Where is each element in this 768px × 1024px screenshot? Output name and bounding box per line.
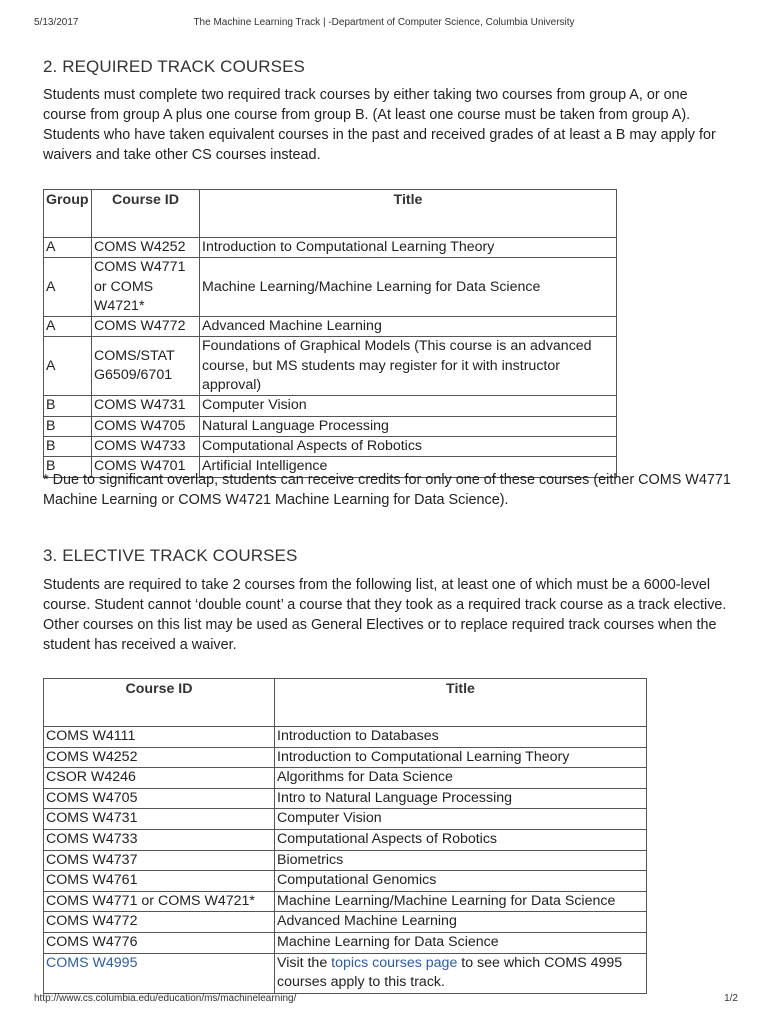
cell-course-id: COMS W4771 or COMS W4721* <box>44 891 275 912</box>
table-row <box>44 953 647 993</box>
table-row <box>44 416 617 436</box>
table-row <box>44 436 617 456</box>
print-page-title: The Machine Learning Track | -Department of Computer Science, Columbia University <box>193 17 575 28</box>
topics-courses-page-link[interactable]: topics courses page <box>331 954 458 971</box>
cell-group: B <box>44 436 92 456</box>
table-row <box>44 258 617 317</box>
cell-course-id: CSOR W4246 <box>44 768 275 789</box>
cell-course-id: COMS W4761 <box>44 871 275 892</box>
column-header-course-id: Course ID <box>92 190 200 238</box>
cell-title: Computational Aspects of Robotics <box>275 829 647 850</box>
cell-course-id: COMS W4733 <box>92 436 200 456</box>
print-footer-url: http://www.cs.columbia.edu/education/ms/machinelearning/ <box>34 993 297 1004</box>
column-header-title: Title <box>200 190 617 238</box>
cell-title <box>275 953 647 993</box>
cell-title: Advanced Machine Learning <box>200 317 617 337</box>
cell-group: B <box>44 457 92 477</box>
cell-title: Introduction to Computational Learning Theory <box>200 238 617 258</box>
table-row <box>44 396 617 416</box>
cell-title: Computer Vision <box>200 396 617 416</box>
cell-title: Computational Genomics <box>275 871 647 892</box>
cell-title: Machine Learning/Machine Learning for Data Science <box>200 258 617 317</box>
elective-heading: 3. ELECTIVE TRACK COURSES <box>43 546 298 565</box>
table-row <box>44 727 647 748</box>
cell-course-id: COMS W4252 <box>92 238 200 258</box>
table-row <box>44 891 647 912</box>
cell-title: Artificial Intelligence <box>200 457 617 477</box>
elective-intro: Students are required to take 2 courses from the following list, at least one of which must be a 6000-level course. Student cannot ‘double count’ a course that they took as a required track course as a track elective. Other courses on this list may be used as General Electives or to replace required track courses when the student has received a waiver. <box>43 577 727 653</box>
cell-title: Introduction to Databases <box>275 727 647 748</box>
cell-title: Foundations of Graphical Models (This course is an advanced course, but MS students may register for it with instructor approval) <box>200 337 617 396</box>
table-row <box>44 788 647 809</box>
table-row <box>44 871 647 892</box>
cell-course-id: COMS W4731 <box>92 396 200 416</box>
cell-course-id: COMS W4772 <box>92 317 200 337</box>
cell-title: Machine Learning for Data Science <box>275 932 647 953</box>
table-row <box>44 238 617 258</box>
table-row <box>44 809 647 830</box>
cell-course-id: COMS W4731 <box>44 809 275 830</box>
cell-course-id: COMS W4111 <box>44 727 275 748</box>
required-courses-table <box>43 189 617 478</box>
cell-title: Biometrics <box>275 850 647 871</box>
column-header-group: Group <box>44 190 92 238</box>
cell-title: Introduction to Computational Learning Theory <box>275 747 647 768</box>
required-intro: Students must complete two required track courses by either taking two courses from group A, or one course from group A plus one course from group B. (At least one course must be taken from group A). Students who have taken equivalent courses in the past and received grades of at least a B may apply for waivers and take other CS courses instead. <box>43 87 716 163</box>
table-row <box>44 768 647 789</box>
column-header-title: Title <box>275 679 647 727</box>
cell-title: Computational Aspects of Robotics <box>200 436 617 456</box>
cell-group: B <box>44 416 92 436</box>
cell-title: Computer Vision <box>275 809 647 830</box>
print-date: 5/13/2017 <box>34 17 79 28</box>
table-row <box>44 747 647 768</box>
cell-course-id: COMS W4737 <box>44 850 275 871</box>
table-header-row <box>44 679 647 727</box>
elective-courses-table <box>43 678 647 994</box>
print-page-number: 1/2 <box>724 993 738 1004</box>
cell-group: A <box>44 317 92 337</box>
table-row <box>44 912 647 933</box>
cell-course-id: COMS/STAT G6509/6701 <box>92 337 200 396</box>
topics-text-pre: Visit the <box>277 954 332 971</box>
column-header-course-id: Course ID <box>44 679 275 727</box>
table-row <box>44 829 647 850</box>
coms-w4995-link[interactable]: COMS W4995 <box>46 954 138 971</box>
cell-course-id: COMS W4771 or COMS W4721* <box>92 258 200 317</box>
cell-group: A <box>44 337 92 396</box>
cell-course-id: COMS W4701 <box>92 457 200 477</box>
cell-course-id: COMS W4705 <box>92 416 200 436</box>
required-heading: 2. REQUIRED TRACK COURSES <box>43 57 305 76</box>
cell-group: A <box>44 238 92 258</box>
cell-course-id: COMS W4705 <box>44 788 275 809</box>
table-row <box>44 932 647 953</box>
cell-course-id <box>44 953 275 993</box>
cell-title: Intro to Natural Language Processing <box>275 788 647 809</box>
cell-group: B <box>44 396 92 416</box>
table-row <box>44 850 647 871</box>
cell-group: A <box>44 258 92 317</box>
table-header-row <box>44 190 617 238</box>
cell-course-id: COMS W4252 <box>44 747 275 768</box>
cell-title: Natural Language Processing <box>200 416 617 436</box>
table-row <box>44 337 617 396</box>
table-row <box>44 317 617 337</box>
cell-title: Machine Learning/Machine Learning for Data Science <box>275 891 647 912</box>
cell-title: Advanced Machine Learning <box>275 912 647 933</box>
overlap-footnote: * Due to significant overlap, students can receive credits for only one of these courses (either COMS W4771 Machine Learning or COMS W4721 Machine Learning for Data Science). <box>43 472 731 508</box>
cell-course-id: COMS W4772 <box>44 912 275 933</box>
cell-title: Algorithms for Data Science <box>275 768 647 789</box>
cell-course-id: COMS W4776 <box>44 932 275 953</box>
topics-text-post: to see which COMS 4995 courses apply to this track. <box>277 954 623 991</box>
cell-course-id: COMS W4733 <box>44 829 275 850</box>
